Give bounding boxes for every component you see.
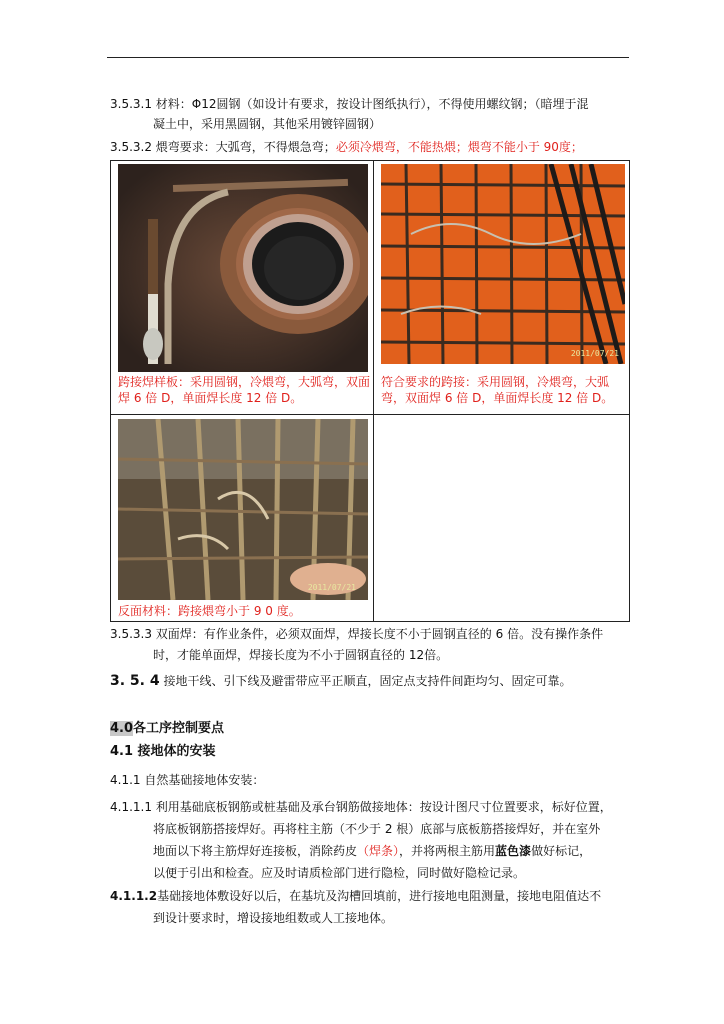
paragraph-4111-line3-a: 地面以下将主筋焊好连接板，消除药皮 <box>153 844 358 858</box>
paragraph-4111-line3-bold: 蓝色漆 <box>495 844 532 858</box>
photo-date-stamp: 2011/07/21 <box>307 583 356 592</box>
paragraph-411: 4.1.1 自然基础接地体安装： <box>110 773 265 787</box>
heading-40-text: 各工序控制要点 <box>133 721 225 736</box>
paragraph-3532-red-text: 必须冷煨弯，不能热煨；煨弯不能小于 90度； <box>335 140 583 154</box>
heading-40 <box>110 720 224 738</box>
caption-compliant-jumper: 符合要求的跨接：采用圆钢，冷煨弯，大弧弯，双面焊 6 倍 D，单面焊长度 12 倍 D。 <box>381 375 614 405</box>
paragraph-3533-line1: 3.5.3.3 双面焊：有作业条件，必须双面焊，焊接长度不小于圆钢直径的 6 倍。没有操作条件 <box>110 627 604 641</box>
paragraph-4112-number: 4.1.1.2 <box>110 889 158 903</box>
photo-negative-example <box>118 419 368 600</box>
photo-compliant-jumper <box>381 164 625 364</box>
paragraph-4111-line3 <box>153 843 591 859</box>
paragraph-354 <box>110 673 571 689</box>
header-rule <box>107 57 629 58</box>
paragraph-4111-line1: 4.1.1.1 利用基础底板钢筋或桩基础及承台钢筋做接地体：按设计图尺寸位置要求，标好位置， <box>110 800 612 814</box>
caption-welding-sample: 跨接焊样板：采用圆钢，冷煨弯，大弧弯，双面焊 6 倍 D，单面焊长度 12 倍 D。 <box>118 375 371 405</box>
heading-41: 4.1 接地体的安装 <box>110 744 216 759</box>
paragraph-3533-line2: 时，才能单面焊，焊接长度为不小于圆钢直径的 12倍。 <box>153 648 449 662</box>
table-divider-vertical <box>373 160 374 622</box>
paragraph-3531-line2: 凝土中，采用黑圆钢，其他采用镀锌圆钢） <box>153 117 382 131</box>
paragraph-4112-line1 <box>110 888 601 904</box>
heading-40-number: 4.0 <box>110 721 134 736</box>
paragraph-3532 <box>110 139 583 155</box>
paragraph-3531-line1: 3.5.3.1 材料：Φ12圆钢（如设计有要求，按设计图纸执行），不得使用螺纹钢；（暗埋于混 <box>110 97 589 111</box>
table-divider-horizontal <box>110 414 630 415</box>
paragraph-4112-text: 基础接地体敷设好以后，在基坑及沟槽回填前，进行接地电阻测量，接地电阻值达不 <box>157 889 602 903</box>
paragraph-4111-line3-b: ，并将两根主筋用 <box>399 844 496 858</box>
paragraph-354-number: 3. 5. 4 <box>110 673 160 689</box>
paragraph-4112-line2: 到设计要求时，增设接地组数或人工接地体。 <box>153 911 394 925</box>
paragraph-3532-text: 3.5.3.2 煨弯要求：大弧弯，不得煨急弯； <box>110 140 336 154</box>
paragraph-4111-line3-red: （焊条） <box>357 844 400 858</box>
photo-welding-sample <box>118 164 368 372</box>
paragraph-4111-line3-c: 做好标记， <box>531 844 592 858</box>
photo-date-stamp: 2011/07/21 <box>570 349 619 358</box>
paragraph-4111-line4: 以便于引出和检查。应及时请质检部门进行隐检，同时做好隐检记录。 <box>153 866 526 880</box>
paragraph-4111-line2: 将底板钢筋搭接焊好。再将柱主筋（不少于 2 根）底部与底板筋搭接焊好，并在室外 <box>153 822 601 836</box>
paragraph-354-text: 接地干线、引下线及避雷带应平正顺直，固定点支持件间距均匀、固定可靠。 <box>163 674 572 688</box>
caption-negative-example: 反面材料：跨接煨弯小于 9 0 度。 <box>118 604 301 618</box>
